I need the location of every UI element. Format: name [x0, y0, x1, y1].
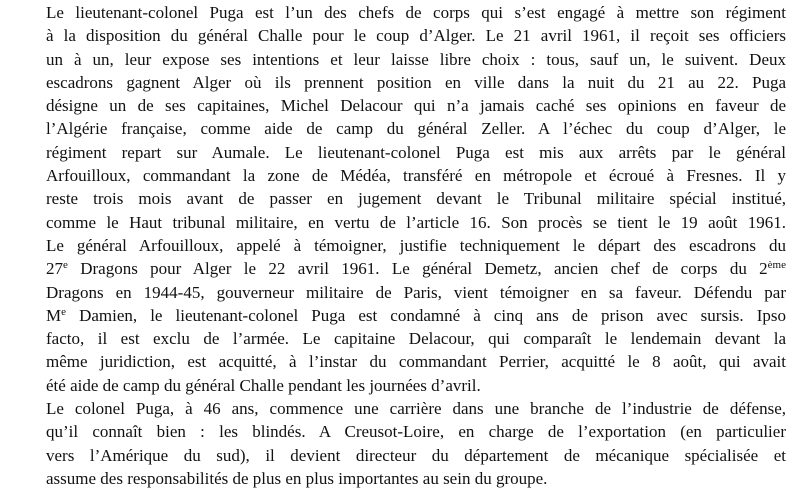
superscript: ème	[767, 259, 786, 272]
superscript: e	[61, 305, 67, 318]
text-line: Dragons en 1944-45, gouverneur militaire de Paris, vient témoigner en sa faveur. Défendu par	[46, 282, 786, 302]
text-line: Le colonel Puga, à 46 ans, commence une carrière dans une branche de l’industrie de défense,	[46, 399, 786, 419]
text-line: été aide de camp du général Challe pendant les journées d’avril.	[46, 375, 481, 395]
document-page	[46, 1, 786, 490]
text-line: un à un, leur expose ses intentions et leur laisse libre choix : tous, sauf un, le suivent. Deux	[46, 49, 786, 69]
text-line: désigne un de ses capitaines, Michel Delacour qui n’a jamais caché ses opinions en faveur de	[46, 96, 786, 116]
text-line: escadrons gagnent Alger où ils prennent position en ville dans la nuit du 21 au 22. Puga	[46, 72, 786, 92]
text-line: l’Algérie française, comme aide de camp du général Zeller. A l’échec du coup d’Alger, le	[46, 119, 786, 139]
text-line: Le général Arfouilloux, appelé à témoigner, justifie techniquement le départ des escadrons du	[46, 235, 786, 255]
text-fragment: M	[46, 305, 62, 325]
text-line: Le lieutenant-colonel Puga est l’un des chefs de corps qui s’est engagé à mettre son régiment	[46, 3, 786, 22]
superscript: e	[63, 259, 68, 272]
text-line: assume des responsabilités de plus en plus importantes au sein du groupe.	[46, 468, 548, 488]
text-line	[46, 304, 786, 327]
text-line: qu’il connaît bien : les blindés. A Creusot-Loire, en charge de l’exportation (en particulier	[46, 422, 786, 442]
text-line: vers l’Amérique du sud), il devient directeur du département de mécanique spécialisée et	[46, 445, 786, 465]
text-line: régiment repart sur Aumale. Le lieutenant-colonel Puga est mis aux arrêts par le général	[46, 142, 786, 162]
text-line: même juridiction, est acquitté, à l’instar du commandant Perrier, acquitté le 8 août, qui avait	[46, 352, 786, 372]
text-fragment: Damien, le lieutenant-colonel Puga est condamné à cinq ans de prison avec sursis. Ipso	[66, 305, 786, 325]
text-fragment: Dragons pour Alger le 22 avril 1961. Le général Demetz, ancien chef de corps du 2	[67, 259, 768, 279]
text-line: comme le Haut tribunal militaire, en vertu de l’article 16. Son procès se tient le 19 août 1961.	[46, 212, 786, 232]
text-line: facto, il est exclu de l’armée. Le capitaine Delacour, qui comparaît le lendemain devant la	[46, 329, 786, 349]
text-line: Arfouilloux, commandant la zone de Médéa, transféré en métropole et écroué à Fresnes. Il y	[46, 166, 786, 186]
text-line	[46, 257, 786, 280]
text-line: reste trois mois avant de passer en jugement devant le Tribunal militaire spécial institué,	[46, 189, 786, 209]
text-line: à la disposition du général Challe pour le coup d’Alger. Le 21 avril 1961, il reçoit ses officiers	[46, 26, 786, 46]
text-fragment: 27	[46, 259, 63, 279]
